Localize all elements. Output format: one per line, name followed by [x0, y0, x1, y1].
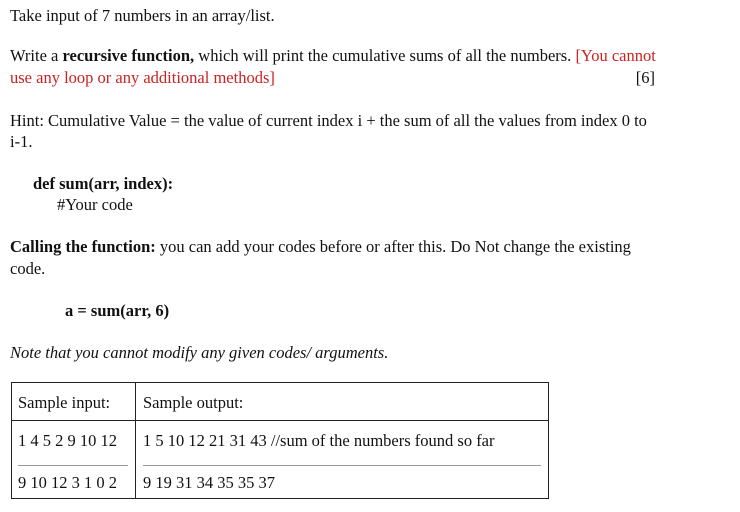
sample-output-header: Sample output: [143, 393, 244, 412]
calling-label: Calling the function: [10, 237, 156, 256]
sample-input-header: Sample input: [18, 393, 111, 412]
table-column-divider [135, 383, 136, 498]
task-suffix: which will print the cumulative sums of all the numbers. [194, 46, 576, 65]
sample-io-table [11, 382, 549, 499]
hint-line1: Hint: Cumulative Value = the value of current index i + the sum of all the values from index 0 to [10, 111, 647, 130]
sample-output-row-1: 1 5 10 12 21 31 43 //sum of the numbers found so far [143, 431, 495, 450]
table-row-separator-output [143, 465, 541, 466]
note-text: Note that you cannot modify any given codes/ arguments. [10, 343, 389, 362]
task-prefix: Write a [10, 46, 63, 65]
task-constraint-start: [You cannot [575, 46, 656, 65]
function-signature: def sum(arr, index): [33, 174, 174, 193]
sample-input-row-1: 1 4 5 2 9 10 12 [18, 431, 117, 450]
calling-text: you can add your codes before or after this. Do Not change the existing [155, 237, 631, 256]
calling-instruction-line2: code. [10, 259, 46, 278]
marks-label: [6] [635, 68, 655, 87]
table-row-separator-input [18, 465, 128, 466]
intro-text: Take input of 7 numbers in an array/list. [10, 6, 275, 25]
sample-input-row-2: 9 10 12 3 1 0 2 [18, 473, 117, 492]
function-call-code: a = sum(arr, 6) [65, 301, 170, 320]
calling-instruction-line1 [10, 236, 631, 257]
task-constraint-end: use any loop or any additional methods] [10, 68, 275, 87]
table-header-divider [12, 420, 548, 421]
hint-line2: i-1. [10, 132, 33, 151]
task-statement-line1 [10, 45, 656, 66]
task-bold-term: recursive function, [62, 46, 195, 65]
sample-output-row-2: 9 19 31 34 35 35 37 [143, 473, 275, 492]
task-statement-line2 [10, 67, 655, 88]
function-body-comment: #Your code [57, 195, 133, 214]
